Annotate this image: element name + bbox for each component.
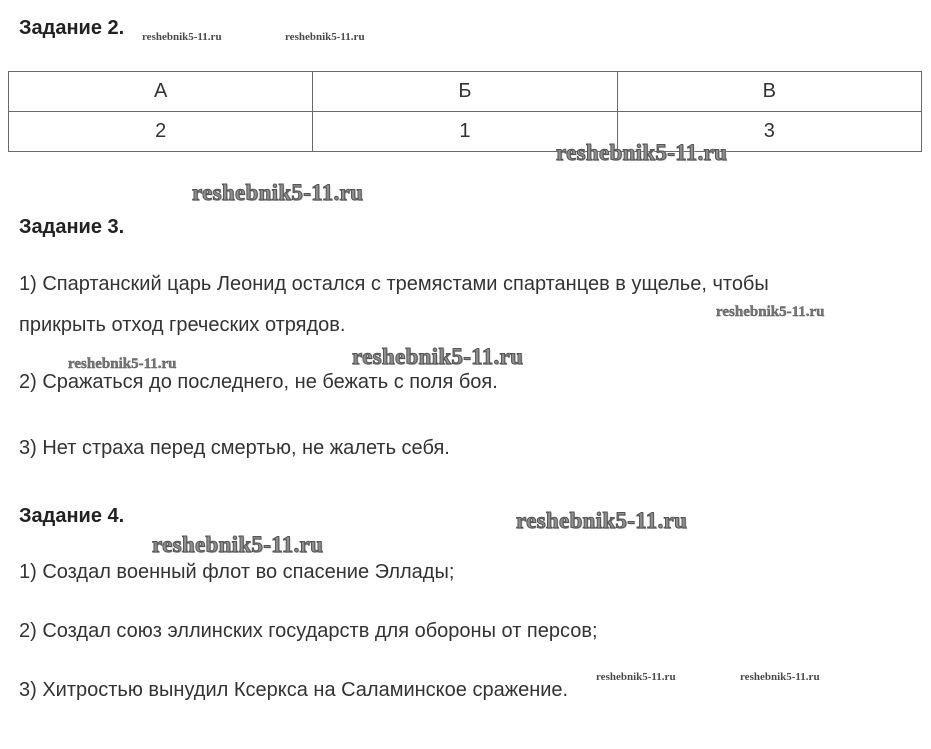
watermark: reshebnik5-11.ru: [352, 344, 524, 369]
table-value-row: [9, 112, 922, 152]
task4-answer-3: 3) Хитростью вынудил Ксеркса на Саламинское сражение.: [19, 679, 569, 701]
task4-answer-1: 1) Создал военный флот во спасение Эллады;: [19, 561, 455, 583]
table-value-cell-a: 2: [9, 112, 313, 152]
task3-answer-2: 2) Сражаться до последнего, не бежать с поля боя.: [19, 371, 498, 393]
watermark: reshebnik5-11.ru: [285, 31, 365, 43]
task3-heading: Задание 3.: [19, 216, 125, 238]
task4-heading: Задание 4.: [19, 505, 125, 527]
watermark: reshebnik5-11.ru: [596, 671, 676, 683]
table-header-cell-b: Б: [313, 72, 617, 112]
task3-answer-1-line-2: прикрыть отход греческих отрядов.: [19, 314, 346, 336]
task2-heading: Задание 2.: [19, 17, 125, 39]
table-value-cell-v: 3: [617, 112, 921, 152]
table-value-cell-b: 1: [313, 112, 617, 152]
table-header-cell-a: А: [9, 72, 313, 112]
watermark: reshebnik5-11.ru: [68, 356, 177, 372]
answer-table: [8, 71, 922, 152]
table-header-cell-v: В: [617, 72, 921, 112]
watermark: reshebnik5-11.ru: [192, 180, 364, 205]
watermark: reshebnik5-11.ru: [516, 508, 688, 533]
watermark: reshebnik5-11.ru: [556, 140, 728, 165]
table-header-row: [9, 72, 922, 112]
watermark: reshebnik5-11.ru: [740, 671, 820, 683]
watermark: reshebnik5-11.ru: [152, 532, 324, 557]
task3-answer-1-line-1: 1) Спартанский царь Леонид остался с тремястами спартанцев в ущелье, чтобы: [19, 273, 769, 295]
watermark: reshebnik5-11.ru: [716, 304, 825, 320]
task3-answer-3: 3) Нет страха перед смертью, не жалеть себя.: [19, 437, 450, 459]
watermark: reshebnik5-11.ru: [142, 31, 222, 43]
task4-answer-2: 2) Создал союз эллинских государств для обороны от персов;: [19, 620, 598, 642]
